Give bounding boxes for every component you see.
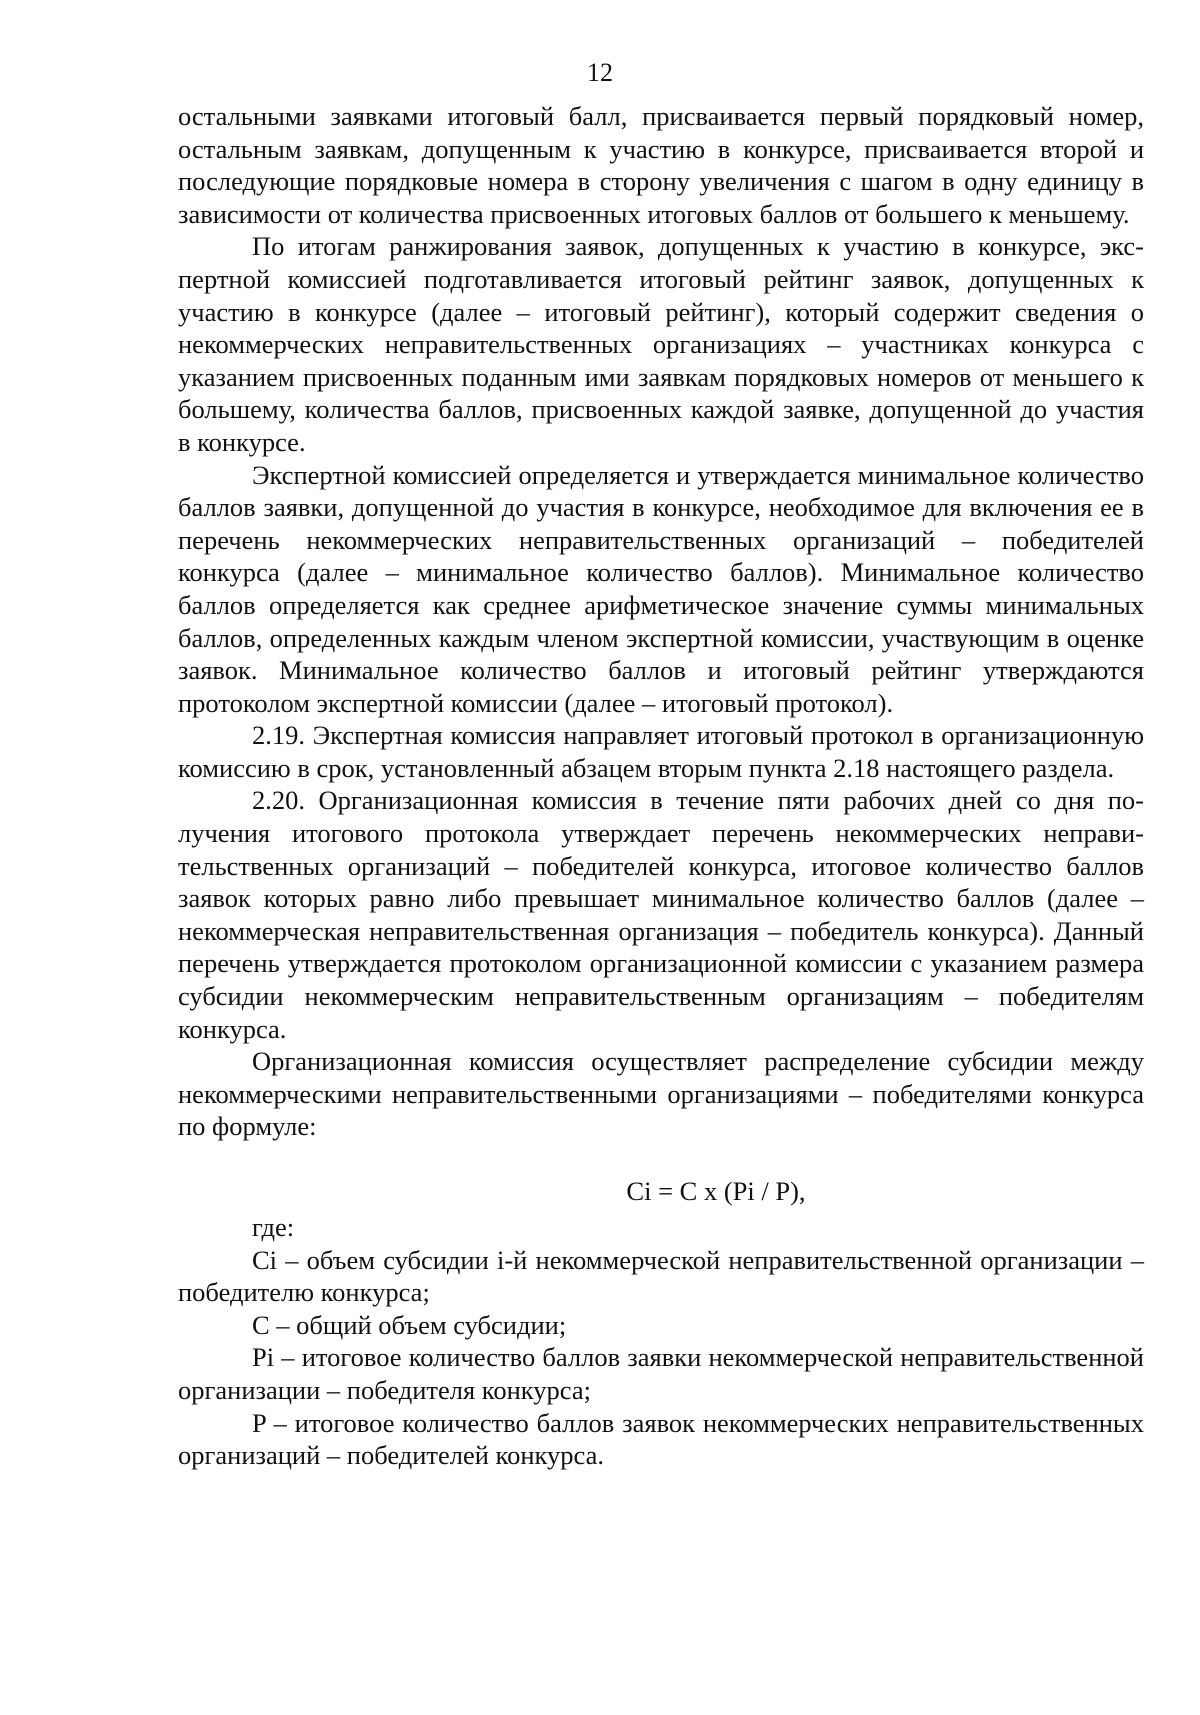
document-body — [178, 100, 1144, 1472]
paragraph-distribution: Организационная комиссия осуществляет распределение субсидии между некоммерческими неправительственными организациями – победителями конкурса по формуле: — [178, 1046, 1144, 1142]
paragraph-final-rating: По итогам ранжирования заявок, допущенных к участию в конкурсе, экспертной комиссией подготавливается итоговый рейтинг заявок, допущенных к участию в конкурсе (далее – итоговый рейтинг), который содержит сведения о некоммерческих неправительственных организациях – участниках конкурса с указанием присвоенных поданным ими заявкам порядковых номеров от меньшего к большему, количества баллов, присвоенных каждой заявке, допущенной до участия в конкурсе. — [178, 231, 1144, 457]
definition-pi: Pi – итоговое количество баллов заявки некоммерческой неправительственной организации – победителя конкурса; — [178, 1342, 1144, 1405]
paragraph-ranking-continuation: остальными заявками итоговый балл, присваивается первый порядковый номер, остальным заявкам, допущенным к участию в конкурсе, присваивается второй и последующие порядковые номера в сторону увеличения с шагом в одну единицу в зависимости от количества присвоенных итоговых баллов от большего к меньшему. — [178, 101, 1144, 229]
definition-p: P – итоговое количество баллов заявок некоммерческих неправительственных организаций – победителей конкурса. — [178, 1407, 1144, 1471]
paragraph-2-19: 2.19. Экспертная комиссия направляет итоговый протокол в организационную комиссию в срок, установленный абзацем вторым пункта 2.18 настоящего раздела. — [178, 720, 1144, 783]
definition-ci: Ci – объем субсидии i-й некоммерческой неправительственной организации – победителю конкурса; — [178, 1244, 1144, 1308]
subsidy-formula: Ci = C x (Pi / P), — [626, 1176, 806, 1206]
page-number: 12 — [587, 58, 613, 87]
where-label: где: — [252, 1212, 295, 1242]
paragraph-2-20: 2.20. Организационная комиссия в течение пяти рабочих дней со дня получения итогового протокола утверждает перечень некоммерческих неправительственных организаций – победителей конкурса, итоговое количество баллов заявок которых равно либо превышает минимальное количество баллов (далее – некоммерческая неправительственная организация – победитель конкурса). Данный перечень утверждается протоколом организационной комиссии с указанием размера субсидии некоммерческим неправительственным организациям – победителям конкурса. — [178, 785, 1144, 1044]
definition-c: C – общий объем субсидии; — [252, 1309, 567, 1340]
paragraph-minimum-score: Экспертной комиссией определяется и утверждается минимальное количество баллов заявки, допущенной до участия в конкурсе, необходимое для включения ее в перечень некоммерческих неправительственных организаций – победителей конкурса (далее – минимальное количество баллов). Минимальное количество баллов определяется как среднее арифметическое значение суммы минимальных баллов, определенных каждым членом экспертной комиссии, участвующим в оценке заявок. Минимальное количество баллов и итоговый рейтинг утверждаются протоколом экспертной комиссии (далее – итоговый протокол). — [178, 459, 1144, 718]
